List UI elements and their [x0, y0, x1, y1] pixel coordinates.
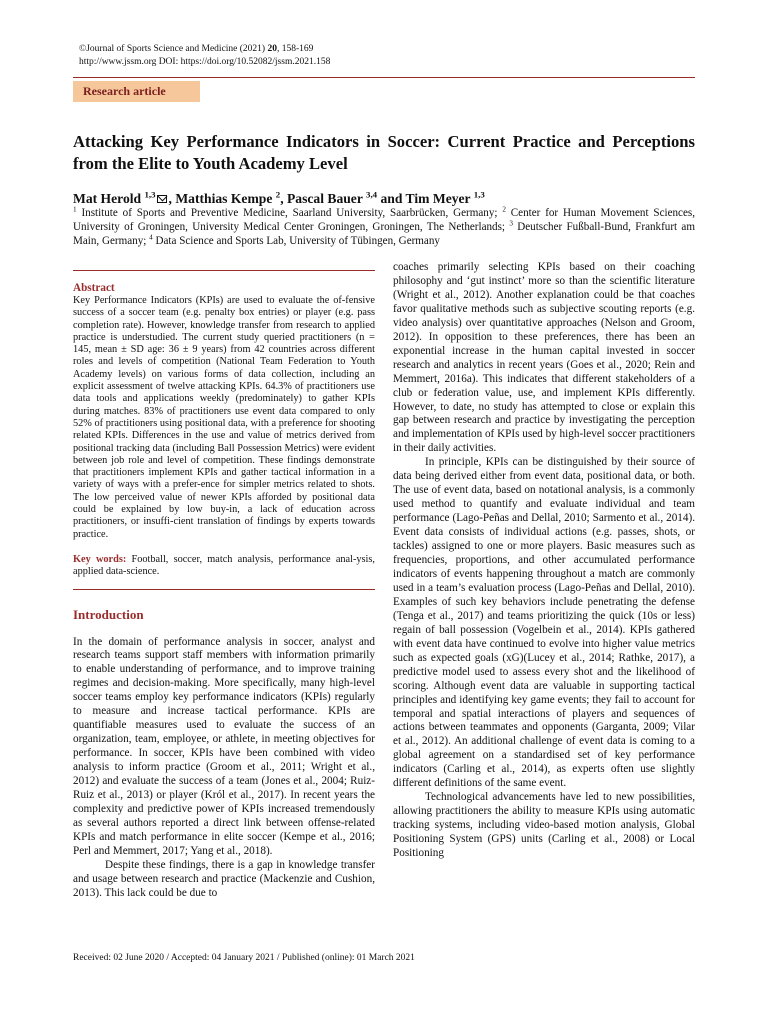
journal-header: [79, 43, 689, 69]
journal-url-doi[interactable]: http://www.jssm.org DOI: https://doi.org/10.52082/jssm.2021.158: [79, 57, 331, 67]
journal-name: ©Journal of Sports Science and Medicine (2021): [79, 44, 268, 54]
author-list: [73, 190, 695, 208]
body-paragraph: In the domain of performance analysis in soccer, analyst and research teams support staff members with information primarily to enable understanding of performance, and to improve training regimes and decision-making. More specifically, many high-level soccer teams employ key performance indicators (KPIs) regularly to measure and increase tactical performance. KPIs are quantifiable measures used to evaluate the success of an organization, team, employee, or athlete, in meeting objectives for performance. In soccer, KPIs have been combined with video analysis to inform practice (Groom et al., 2011; Wright et al., 2012) and evaluate the success of a team (Jones et al., 2004; Ruiz-Ruiz et al., 2013) or player (Król et al., 2017). In recent years the complexity and predictive power of KPIs increased tremendously as several authors reported a direct link between offense-related KPIs and match performance in elite soccer (Kempe et al., 2016; Perl and Memmert, 2017; Yang et al., 2018).: [73, 635, 375, 857]
right-column: [393, 261, 695, 861]
affil-sup: 3: [509, 219, 513, 228]
author-name: and Tim Meyer: [377, 191, 474, 206]
affil-text: Center for Human Movement Sciences, University of Groningen, University Medical Center Groningen, Groningen, The Netherlands;: [73, 207, 695, 233]
author-name: Mat Herold: [73, 191, 145, 206]
body-paragraph: Technological advancements have led to new possibilities, allowing practitioners the ability to measure KPIs using automatic tracking systems, including video-based motion analysis, Global Positioning System (GPS) units (Carling et al., 2008) or Local Positioning: [393, 791, 695, 860]
header-divider: [73, 77, 695, 78]
keywords: [73, 554, 375, 579]
body-paragraph: In principle, KPIs can be distinguished by their source of data being derived either from event data, positional data, or both. The use of event data, based on notational analysis, is a commonly used method to quantify and evaluate individual and team performance (Lago-Peñas and Dellal, 2010; Sarmento et al., 2014). Event data consists of individual actions (e.g. passes, shots, or tackles) assigned to one or more players. Basic measures such as frequencies, proportions, and other accumulated performance indicators of events happening throughout a match are commonly used in a team’s evaluation process (Lago-Peñas and Dellal, 2010). Examples of such key behaviors include penetrating the defense (Tenga et al., 2017) and teams prioritizing the quick (10s or less) regain of ball possession (Vogelbein et al., 2014). KPIs gathered with event data have continued to evolve into higher value metrics such as expected goals (xG)(Lucey et al., 2014; Rathke, 2017), a predictive model used to assess every shot and the likelihood of scoring. Although event data are valuable in supporting tactical principles and identifying key game events; they fail to account for temporal and spatial interactions of players and sequences of actions between teammates and opponents (Garganta, 2009; Vilar et al., 2012). An additional challenge of event data is coming to a global agreement on a standardised set of key performance indicators (Carling et al., 2014), as experts often use slightly different definitions of the same event.: [393, 456, 695, 790]
abstract-divider: [73, 270, 375, 271]
author-affil-sup: 1,3: [144, 189, 156, 200]
journal-citation: [79, 43, 689, 56]
author-affil-sup: 1,3: [473, 189, 485, 200]
article-type-badge: Research article: [73, 81, 200, 102]
publication-dates: Received: 02 June 2020 / Accepted: 04 January 2021 / Published (online): 01 March 2021: [73, 953, 415, 963]
author-name: , Pascal Bauer: [280, 191, 367, 206]
body-paragraph: Despite these findings, there is a gap in knowledge transfer and usage between research and practice (Mackenzie and Cushion, 2013). This lack could be due to: [73, 858, 375, 899]
affil-sup: 1: [73, 205, 77, 214]
abstract-body: Key Performance Indicators (KPIs) are used to evaluate the of-fensive success of a soccer team (e.g. penalty box entries) or player (e.g. pass completion rate). However, knowledge transfer from research to applied practice is understudied. The current study queried practitioners (n = 145, mean ± SD age: 36 ± 9 years) from 42 countries across different roles and levels of competition (National Team Federation to Youth Academy levels) on various forms of data collection, including an explicit assessment of twelve attacking KPIs. 64.3% of practitioners use data tools and applications weekly (predominately) to gather KPIs during matches. 83% of practitioners use event data compared to only 52% of practitioners using positional data, with a preference for shooting related KPIs. Differences in the use and value of metrics derived from positional tracking data (including Ball Possession Metrics) were evident between job role and level of competition. These findings demonstrate that practitioners implement KPIs and gather tactical information in a variety of ways with a prefer-ence for simpler metrics related to shots. The low perceived value of newer KPIs afforded by positional data could be explained by low buy-in, a lack of education across practitioners, or insuffi-cient translation of findings by experts towards practice.: [73, 295, 375, 540]
author-name: , Matthias Kempe: [168, 191, 276, 206]
affil-sup: 2: [502, 205, 506, 214]
email-icon[interactable]: [157, 195, 167, 203]
body-paragraph: coaches primarily selecting KPIs based on their coaching philosophy and ‘gut instinct’ more so than the scientific literature (Wright et al., 2012). Another explanation could be that coaches favor qualitative methods such as subjective scouting reports (e.g. video analysis) over quantitative approaches (Nelson and Groom, 2012). In opposition to these preferences, there has been an exponential increase in the human capital invested in soccer research and analytics in recent years (Goes et al., 2020; Rein and Memmert, 2016a). This indicates that different stakeholders of a club or federation value, use, and implement KPIs differently. However, to date, no study has attempted to close or explain this gap between research and practice by investigating the perception and implementation of KPIs used by high-level soccer practitioners in their daily activities.: [393, 261, 695, 455]
author-affil-sup: 3,4: [366, 189, 378, 200]
article-title: Attacking Key Performance Indicators in Soccer: Current Practice and Perceptions from the Elite to Youth Academy Level: [73, 132, 695, 173]
keywords-divider: [73, 589, 375, 590]
abstract-heading: Abstract: [73, 282, 115, 294]
affiliations: [73, 207, 695, 249]
affil-sup: 4: [149, 233, 153, 242]
affil-text: Data Science and Sports Lab, University of Tübingen, Germany: [152, 234, 440, 247]
keywords-label: Key words:: [73, 553, 127, 565]
author-affil-sup: 2: [275, 189, 281, 200]
affil-text: Deutscher Fußball-Bund, Frankfurt am Main, Germany;: [73, 220, 695, 247]
left-column: [73, 270, 375, 901]
keywords-text: Football, soccer, match analysis, performance anal-ysis, applied data-science.: [73, 553, 375, 578]
affil-text: Institute of Sports and Preventive Medicine, Saarland University, Saarbrücken, Germany;: [76, 207, 503, 219]
journal-volume: 20: [267, 44, 277, 54]
journal-pages: , 158-169: [276, 44, 314, 54]
introduction-heading: Introduction: [73, 606, 144, 622]
